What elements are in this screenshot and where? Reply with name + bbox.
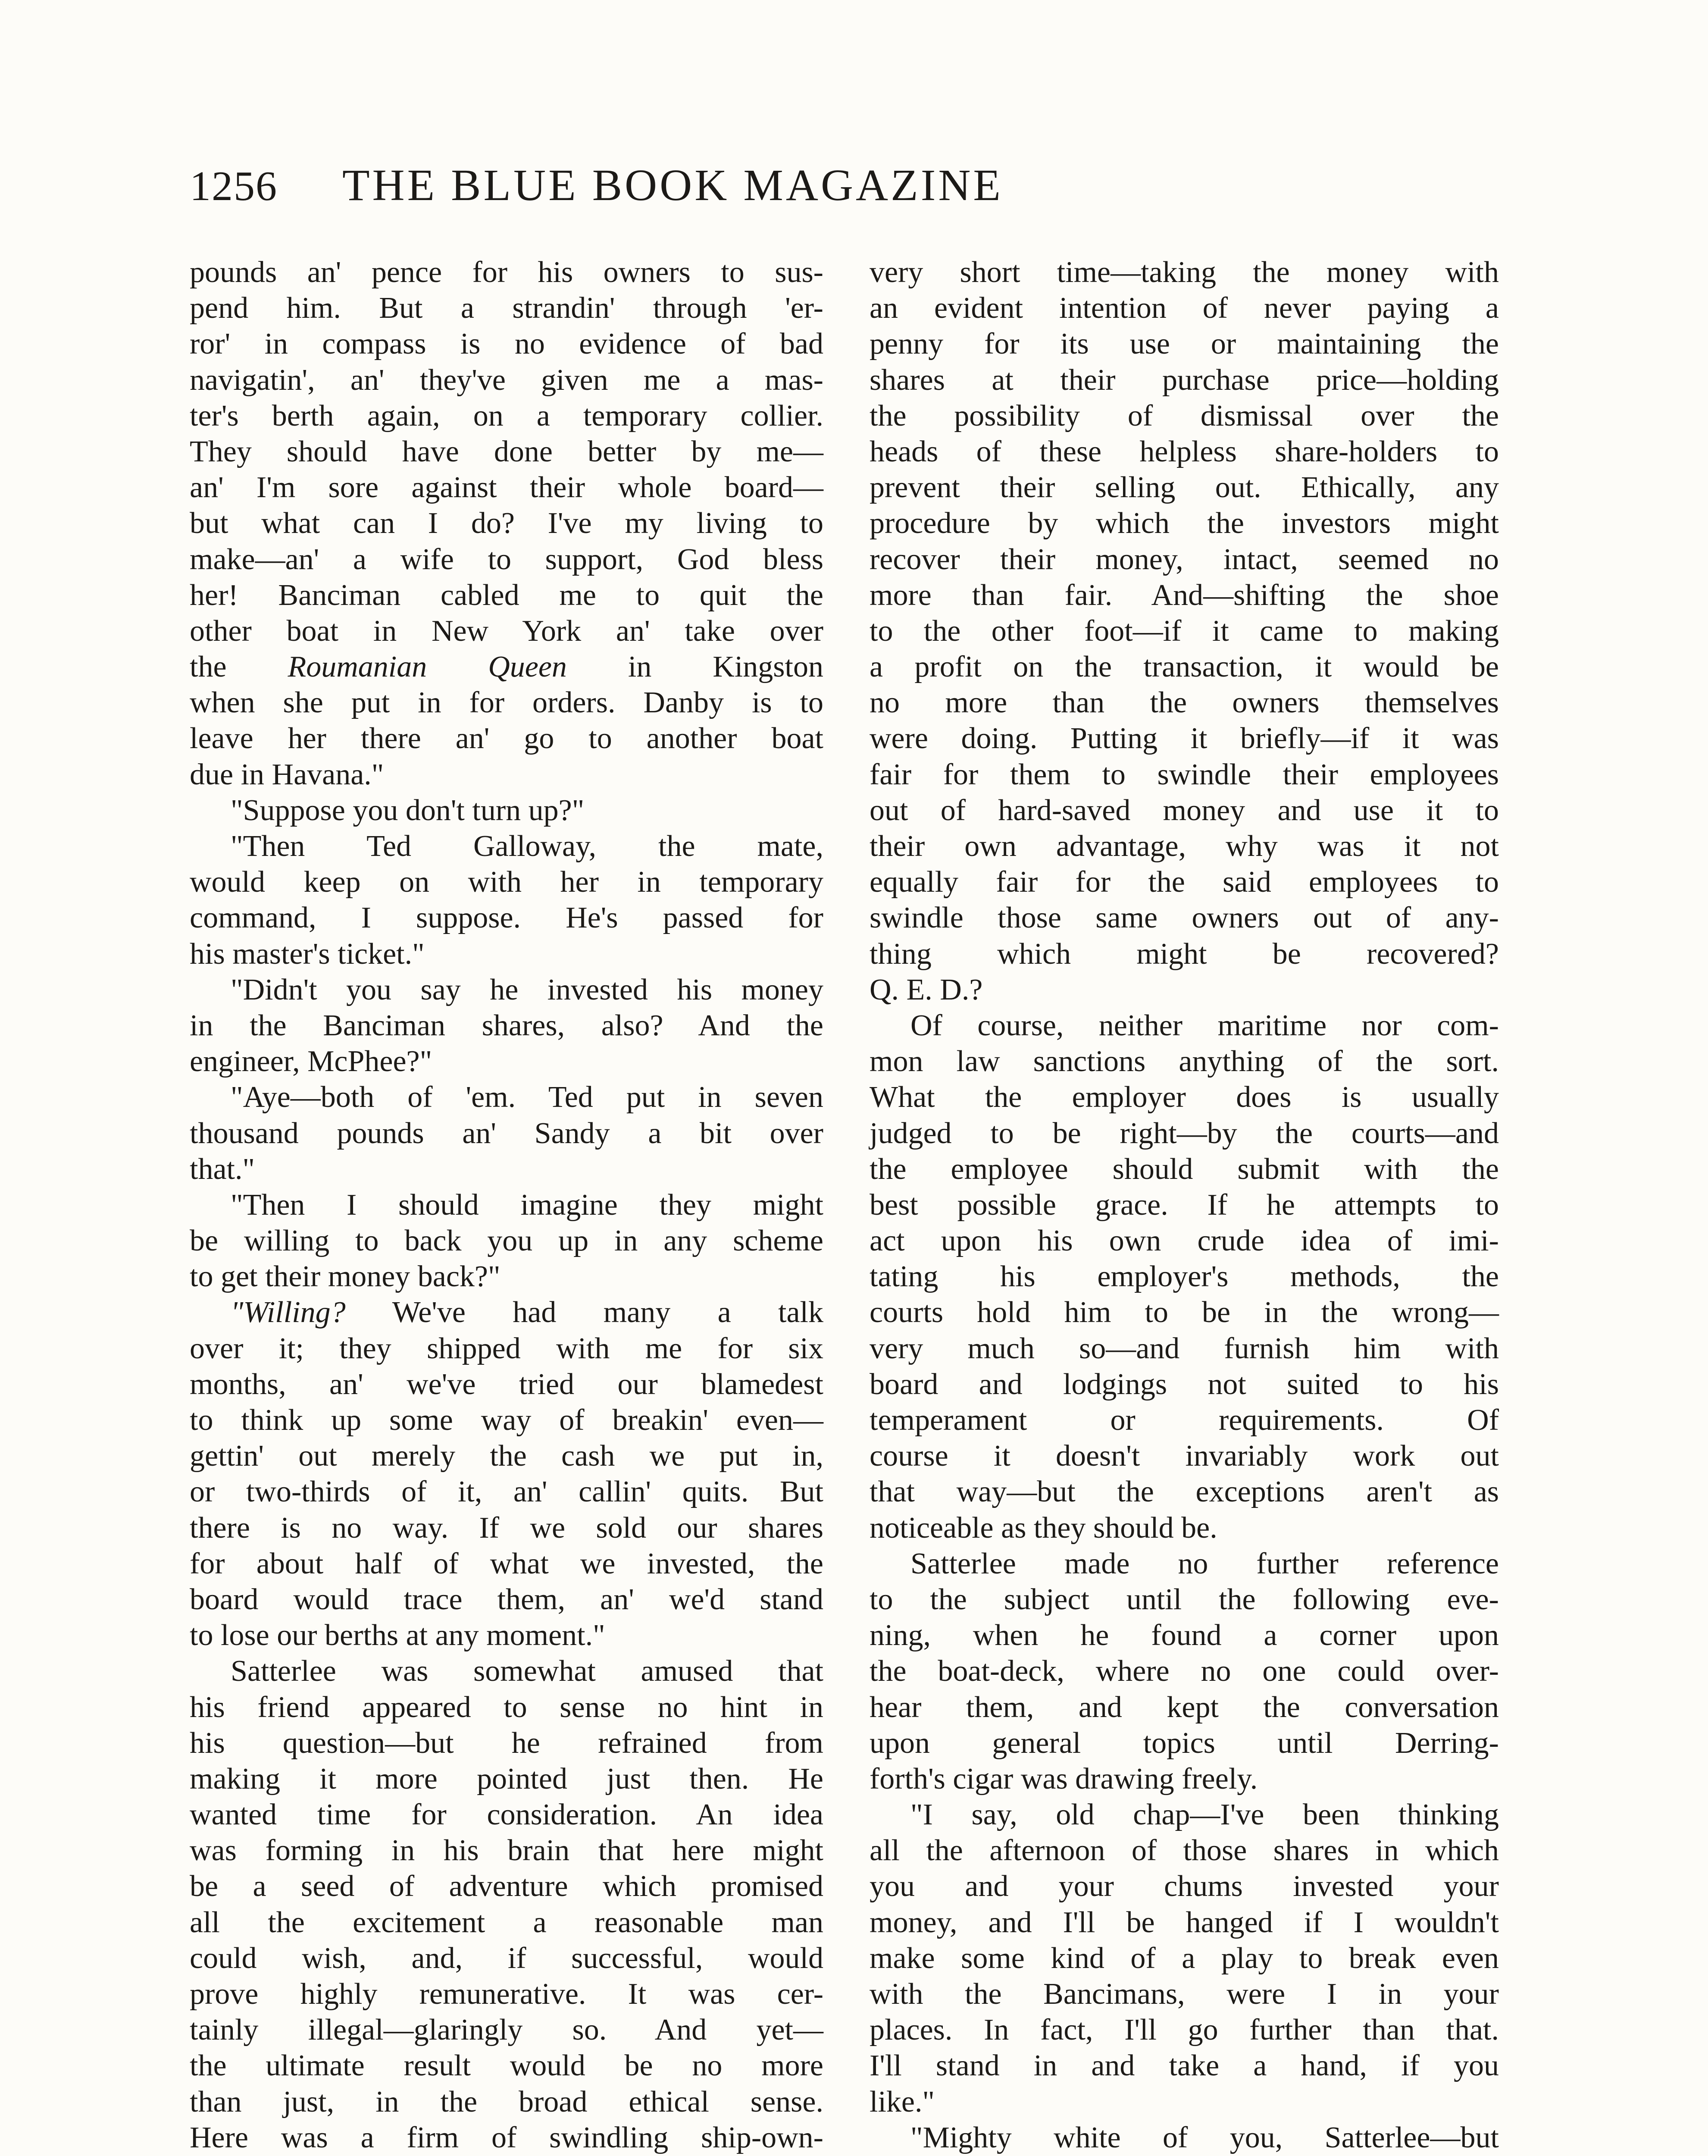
line-text: their own advantage, why was it not	[870, 830, 1499, 863]
text-line	[870, 1187, 1499, 1223]
text-line	[870, 613, 1499, 649]
text-line	[190, 2012, 823, 2048]
line-text: What the employer does is usually	[870, 1081, 1499, 1114]
line-text: tainly illegal—glaringly so. And yet—	[190, 2013, 823, 2047]
line-text: board and lodgings not suited to his	[870, 1367, 1499, 1401]
line-text: hear them, and kept the conversation	[870, 1690, 1499, 1724]
text-line	[870, 2084, 1499, 2120]
text-line	[190, 900, 823, 936]
text-line	[190, 290, 823, 326]
text-line	[870, 1940, 1499, 1976]
line-text: recover their money, intact, seemed no	[870, 542, 1499, 576]
line-text: upon general topics until Derring-	[870, 1726, 1499, 1760]
line-text: all the afternoon of those shares in which	[870, 1834, 1499, 1868]
text-line	[190, 1438, 823, 1474]
text-line	[190, 1510, 823, 1546]
line-text: forth's cigar was drawing freely.	[870, 1762, 1258, 1796]
line-text: other boat in New York an' take over	[190, 614, 823, 648]
line-text: to think up some way of breakin' even—	[190, 1404, 823, 1437]
line-text: Q. E. D.?	[870, 973, 983, 1006]
line-text: were doing. Putting it briefly—if it was	[870, 722, 1499, 755]
line-text: We've had many a talk	[345, 1296, 823, 1329]
text-line	[870, 1833, 1499, 1868]
line-text: be a seed of adventure which promised	[190, 1870, 823, 1903]
text-line	[190, 577, 823, 613]
text-line	[190, 1689, 823, 1725]
text-line	[190, 1653, 823, 1689]
line-text: temperament or requirements. Of	[870, 1404, 1499, 1437]
text-line	[190, 1868, 823, 1904]
text-line	[870, 1725, 1499, 1761]
text-line	[190, 1259, 823, 1294]
line-text: make—an' a wife to support, God bless	[190, 542, 823, 576]
text-line	[870, 2120, 1499, 2156]
line-text: the employee should submit with the	[870, 1152, 1499, 1186]
line-text: Satterlee was somewhat amused that	[231, 1655, 823, 1688]
text-line	[190, 936, 823, 972]
line-text: pounds an' pence for his owners to sus-	[190, 256, 823, 289]
line-text: Satterlee made no further reference	[910, 1547, 1499, 1580]
line-text: ning, when he found a corner upon	[870, 1619, 1499, 1652]
text-line	[190, 326, 823, 362]
italic-text: Roumanian Queen	[288, 650, 567, 684]
text-line	[870, 1868, 1499, 1904]
text-line	[190, 1546, 823, 1582]
text-line	[190, 721, 823, 756]
text-line	[190, 434, 823, 470]
line-text: "Suppose you don't turn up?"	[231, 793, 585, 827]
line-text: board would trace them, an' we'd stand	[190, 1583, 823, 1616]
text-line	[870, 1151, 1499, 1187]
line-text: prevent their selling out. Ethically, any	[870, 471, 1499, 505]
text-line	[190, 1582, 823, 1617]
line-text: "Mighty white of you, Satterlee—but	[910, 2121, 1499, 2154]
line-text: Here was a firm of swindling ship-own-	[190, 2121, 823, 2154]
text-line	[190, 1079, 823, 1115]
line-text: all the excitement a reasonable man	[190, 1905, 823, 1939]
line-text: more than fair. And—shifting the shoe	[870, 578, 1499, 612]
line-text: "Then I should imagine they might	[231, 1188, 823, 1222]
text-line	[190, 864, 823, 900]
line-text: tating his employer's methods, the	[870, 1260, 1499, 1294]
text-line	[190, 1725, 823, 1761]
line-text: Of course, neither maritime nor com-	[910, 1009, 1499, 1042]
text-line	[870, 685, 1499, 721]
text-line	[190, 685, 823, 721]
text-line	[190, 1116, 823, 1151]
text-line	[870, 900, 1499, 936]
text-line	[190, 1905, 823, 1940]
text-line	[190, 1366, 823, 1402]
text-line	[190, 1474, 823, 1510]
text-line	[870, 1905, 1499, 1940]
magazine-title: THE BLUE BOOK MAGAZINE	[342, 160, 1003, 210]
line-text: heads of these helpless share-holders to	[870, 435, 1499, 468]
line-text: in Kingston	[566, 650, 823, 684]
text-line	[870, 1223, 1499, 1259]
left-column	[190, 254, 823, 2156]
text-line	[190, 254, 823, 290]
line-text: shares at their purchase price—holding	[870, 363, 1499, 397]
line-text: fair for them to swindle their employees	[870, 758, 1499, 791]
text-line	[870, 1653, 1499, 1689]
line-text: "Then Ted Galloway, the mate,	[231, 830, 823, 863]
text-line	[190, 505, 823, 541]
text-line	[190, 1940, 823, 1976]
text-line	[870, 1617, 1499, 1653]
text-line	[190, 1761, 823, 1797]
text-line	[870, 649, 1499, 685]
line-text: no more than the owners themselves	[870, 686, 1499, 720]
text-line	[190, 1151, 823, 1187]
text-line	[870, 972, 1499, 1008]
line-text: to lose our berths at any moment."	[190, 1619, 605, 1652]
text-line	[870, 505, 1499, 541]
line-text: very short time—taking the money with	[870, 256, 1499, 289]
text-line	[870, 1582, 1499, 1617]
line-text: than just, in the broad ethical sense.	[190, 2085, 823, 2118]
text-line	[870, 434, 1499, 470]
text-line	[870, 1689, 1499, 1725]
text-line	[870, 1761, 1499, 1797]
text-line	[870, 542, 1499, 577]
line-text: "I say, old chap—I've been thinking	[910, 1798, 1499, 1832]
text-line	[870, 828, 1499, 864]
line-text: I'll stand in and take a hand, if you	[870, 2049, 1499, 2083]
line-text: wanted time for consideration. An idea	[190, 1798, 823, 1832]
line-text: pend him. But a strandin' through 'er-	[190, 291, 823, 325]
text-line	[870, 398, 1499, 434]
line-text: money, and I'll be hanged if I wouldn't	[870, 1905, 1499, 1939]
line-text: engineer, McPhee?"	[190, 1045, 432, 1078]
line-text: thing which might be recovered?	[870, 937, 1499, 971]
text-line	[870, 1797, 1499, 1833]
line-text: making it more pointed just then. He	[190, 1762, 823, 1796]
text-line	[870, 470, 1499, 505]
text-line	[870, 864, 1499, 900]
line-text: the ultimate result would be no more	[190, 2049, 823, 2083]
text-line	[870, 1474, 1499, 1510]
text-line	[870, 1008, 1499, 1044]
line-text: would keep on with her in temporary	[190, 865, 823, 899]
text-line	[870, 1546, 1499, 1582]
line-text: was forming in his brain that here might	[190, 1834, 823, 1868]
page-header	[190, 160, 1198, 211]
line-text: could wish, and, if successful, would	[190, 1941, 823, 1975]
line-text: penny for its use or maintaining the	[870, 327, 1499, 361]
line-text: to get their money back?"	[190, 1260, 501, 1294]
text-line	[190, 828, 823, 864]
text-line	[190, 613, 823, 649]
line-text: make some kind of a play to break even	[870, 1941, 1499, 1975]
line-text: swindle those same owners out of any-	[870, 901, 1499, 935]
line-text: for about half of what we invested, the	[190, 1547, 823, 1580]
text-line	[190, 1008, 823, 1044]
text-line	[190, 1294, 823, 1330]
line-text: his friend appeared to sense no hint in	[190, 1690, 823, 1724]
text-line	[870, 1331, 1499, 1366]
line-text: ter's berth again, on a temporary collier.	[190, 399, 823, 432]
line-text: that."	[190, 1152, 255, 1186]
text-line	[190, 1617, 823, 1653]
line-text: ror' in compass is no evidence of bad	[190, 327, 823, 361]
line-text: judged to be right—by the courts—and	[870, 1116, 1499, 1150]
line-text: command, I suppose. He's passed for	[190, 901, 823, 935]
line-text: that way—but the exceptions aren't as	[870, 1475, 1499, 1509]
text-line	[190, 398, 823, 434]
line-text: mon law sanctions anything of the sort.	[870, 1045, 1499, 1078]
line-text: "Didn't you say he invested his money	[231, 973, 823, 1006]
text-line	[190, 1331, 823, 1366]
line-text: out of hard-saved money and use it to	[870, 793, 1499, 827]
line-text: a profit on the transaction, it would be	[870, 650, 1499, 684]
text-line	[190, 1187, 823, 1223]
line-text: the possibility of dismissal over the	[870, 399, 1499, 432]
text-line	[870, 254, 1499, 290]
text-line	[870, 1976, 1499, 2012]
text-line	[190, 1402, 823, 1438]
line-text: places. In fact, I'll go further than that.	[870, 2013, 1499, 2047]
text-line	[190, 470, 823, 505]
line-text: her! Banciman cabled me to quit the	[190, 578, 823, 612]
text-line	[870, 1510, 1499, 1546]
text-line	[870, 1079, 1499, 1115]
text-line	[190, 1797, 823, 1833]
page-number: 1256	[190, 163, 278, 210]
line-text: his question—but he refrained from	[190, 1726, 823, 1760]
line-text: prove highly remunerative. It was cer-	[190, 1977, 823, 2011]
text-line	[870, 1366, 1499, 1402]
line-text: very much so—and furnish him with	[870, 1332, 1499, 1365]
line-text: act upon his own crude idea of imi-	[870, 1224, 1499, 1258]
line-text: They should have done better by me—	[190, 435, 823, 468]
line-text: you and your chums invested your	[870, 1870, 1499, 1903]
text-line	[870, 757, 1499, 793]
text-line	[870, 2048, 1499, 2084]
line-text: thousand pounds an' Sandy a bit over	[190, 1116, 823, 1150]
line-text: equally fair for the said employees to	[870, 865, 1499, 899]
text-line	[870, 577, 1499, 613]
line-text: an' I'm sore against their whole board—	[190, 471, 823, 505]
text-line	[870, 326, 1499, 362]
right-column	[870, 254, 1499, 2156]
text-line	[870, 1294, 1499, 1330]
text-line	[190, 649, 823, 685]
italic-text: "Willing?	[231, 1296, 346, 1329]
text-line	[870, 1259, 1499, 1294]
line-text: be willing to back you up in any scheme	[190, 1224, 823, 1258]
line-text: leave her there an' go to another boat	[190, 722, 823, 755]
line-text: courts hold him to be in the wrong—	[870, 1296, 1499, 1329]
line-text: the	[190, 650, 288, 684]
line-text: procedure by which the investors might	[870, 507, 1499, 540]
line-text: months, an' we've tried our blamedest	[190, 1367, 823, 1401]
text-line	[190, 1044, 823, 1079]
line-text: the boat-deck, where no one could over-	[870, 1655, 1499, 1688]
text-line	[190, 2048, 823, 2084]
text-line	[190, 362, 823, 398]
text-line	[190, 757, 823, 793]
line-text: gettin' out merely the cash we put in,	[190, 1439, 823, 1473]
text-line	[190, 1223, 823, 1259]
text-line	[190, 542, 823, 577]
line-text: like."	[870, 2085, 935, 2118]
line-text: due in Havana."	[190, 758, 384, 791]
text-line	[870, 793, 1499, 828]
text-line	[870, 1438, 1499, 1474]
text-line	[190, 1976, 823, 2012]
text-line	[870, 1044, 1499, 1079]
line-text: over it; they shipped with me for six	[190, 1332, 823, 1365]
line-text: there is no way. If we sold our shares	[190, 1511, 823, 1545]
text-line	[190, 2084, 823, 2120]
text-line	[190, 793, 823, 828]
text-line	[870, 290, 1499, 326]
line-text: but what can I do? I've my living to	[190, 507, 823, 540]
line-text: "Aye—both of 'em. Ted put in seven	[231, 1081, 823, 1114]
text-line	[190, 1833, 823, 1868]
line-text: his master's ticket."	[190, 937, 425, 971]
text-line	[870, 936, 1499, 972]
line-text: with the Bancimans, were I in your	[870, 1977, 1499, 2011]
line-text: navigatin', an' they've given me a mas-	[190, 363, 823, 397]
line-text: to the subject until the following eve-	[870, 1583, 1499, 1616]
text-line	[870, 362, 1499, 398]
text-line	[870, 1116, 1499, 1151]
line-text: an evident intention of never paying a	[870, 291, 1499, 325]
text-line	[870, 2012, 1499, 2048]
text-line	[190, 972, 823, 1008]
line-text: course it doesn't invariably work out	[870, 1439, 1499, 1473]
line-text: to the other foot—if it came to making	[870, 614, 1499, 648]
line-text: noticeable as they should be.	[870, 1511, 1217, 1545]
text-line	[870, 1402, 1499, 1438]
line-text: when she put in for orders. Danby is to	[190, 686, 823, 720]
text-line	[190, 2120, 823, 2156]
line-text: best possible grace. If he attempts to	[870, 1188, 1499, 1222]
text-line	[870, 721, 1499, 756]
line-text: or two-thirds of it, an' callin' quits. But	[190, 1475, 823, 1509]
line-text: in the Banciman shares, also? And the	[190, 1009, 823, 1042]
